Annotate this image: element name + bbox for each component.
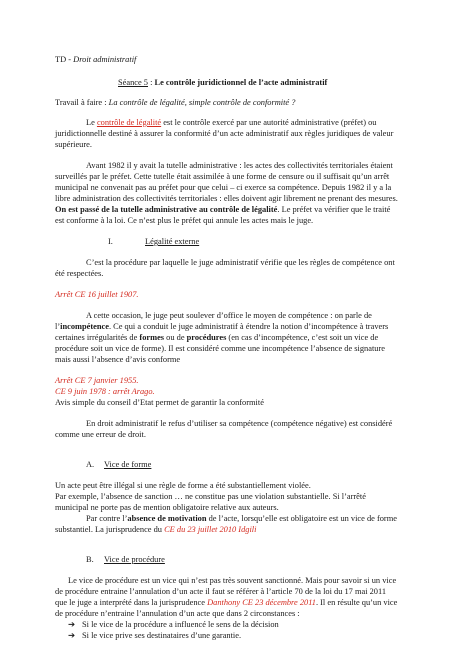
absence-motivation-term: absence de motivation <box>127 514 207 523</box>
bullet-1-text: Si le vice de la procédure a influencé le sens de la décision <box>82 620 279 629</box>
section-1-title: Légalité externe <box>145 237 200 246</box>
ce-idgili-ref: CE du 23 juillet 2010 Idgili <box>164 525 257 534</box>
s1-text: (en cas d’incompétence, c’est soit un vice de <box>226 333 379 342</box>
p1982-text: . Le préfet va vérifier que le traité <box>277 205 391 214</box>
section-b-number: B. <box>86 555 94 564</box>
intro-text: est le contrôle exercé par une autorité administrative (préfet) ou <box>161 118 377 127</box>
s1-text: l’ <box>55 322 61 331</box>
incompetence-term: incompétence <box>60 322 109 331</box>
section-a-number: A. <box>86 460 95 469</box>
intro-text: Le <box>86 118 97 127</box>
intro-line-2: juridictionnelle destiné à assurer la conformité d’un acte administratif aux règles juridiques de valeur <box>55 129 394 138</box>
avis-simple-line: Avis simple du conseil d’Etat permet de garantir la conformité <box>55 398 264 407</box>
sa-text: substantiel. La jurisprudence du <box>55 525 165 534</box>
title-text: Le contrôle juridictionnel de l’acte administratif <box>154 78 328 87</box>
s1-text: ou de <box>164 333 187 342</box>
formes-term: formes <box>139 333 165 342</box>
sb-line-1: Le vice de procédure est un vice qui n’est pas très souvent sanctionné. Mais pour savoir si un vice <box>68 576 397 585</box>
s1-p2-line-5: mais aussi l’absence d’avis conforme <box>55 355 181 364</box>
p1982-line-5 <box>55 205 390 216</box>
bullet-item-1 <box>68 620 279 631</box>
s1-p1-line-1: C’est la procédure par laquelle le juge administratif vérifie que les règles de compétence ont <box>86 258 395 267</box>
s1-p3-line-1: En droit administratif le refus d’utiliser sa compétence (compétence négative) est considéré <box>86 419 393 428</box>
sb-text: . Il en résulte qu’un vice <box>315 598 398 607</box>
danthony-ref: Danthony CE 23 décembre 2011 <box>207 598 316 607</box>
s1-p2-line-2 <box>55 322 388 333</box>
sa-line-5 <box>55 525 256 536</box>
title-colon: : <box>148 78 155 87</box>
bullet-item-2 <box>68 631 241 642</box>
procedures-term: procédures <box>186 333 227 342</box>
s1-p1-line-2: été respectées. <box>55 269 104 278</box>
bold-statement: On est passé de la tutelle administrative au contrôle de légalité <box>55 205 278 214</box>
arret-arago: CE 9 juin 1978 : arrêt Arago. <box>55 387 155 396</box>
task-line <box>55 98 295 109</box>
sa-text: Par contre l’ <box>86 514 128 523</box>
right-arrow-icon: ➔ <box>68 620 76 629</box>
sa-line-3: municipal ne porte pas de mention obligatoire relative aux auteurs. <box>55 503 279 512</box>
task-label: Travail à faire : <box>55 98 109 107</box>
sa-line-4 <box>86 514 397 525</box>
sb-line-3 <box>55 598 397 609</box>
s1-p2-line-1: A cette occasion, le juge peut soulever d’office le moyen de compétence : on parle de <box>86 311 372 320</box>
arret-1955: Arrêt CE 7 janvier 1955. <box>55 376 139 385</box>
task-text: La contrôle de légalité, simple contrôle de conformité ? <box>108 98 296 107</box>
sa-line-1: Un acte peut être illégal si une règle de forme a été substantiellement violée. <box>55 481 311 490</box>
section-1-number: I. <box>108 237 113 246</box>
intro-line-3: supérieure. <box>55 140 92 149</box>
s1-p3-line-2: comme une erreur de droit. <box>55 430 146 439</box>
td-header <box>55 55 136 66</box>
section-b-title: Vice de procédure <box>104 555 165 564</box>
section-a-title: Vice de forme <box>104 460 152 469</box>
p1982-line-4: libre administration des collectivités territoriales : elles doivent agir librement ne prenant des mesures. <box>55 194 398 203</box>
sb-line-4: de procédure n’entraine l’annulation d’un acte que dans 2 circonstances : <box>55 609 300 618</box>
controle-legalite-term: contrôle de légalité <box>96 118 162 127</box>
p1982-line-6: est conforme à la loi. Ce n’est plus le préfet qui annule les actes mais le juge. <box>55 216 314 225</box>
s1-p2-line-4: procédure soit un vice de forme). Il est considéré comme une incompétence l’absence de signature <box>55 344 385 353</box>
bullet-2-text: Si le vice prive ses destinataires d’une garantie. <box>82 631 242 640</box>
td-subject: Droit administratif <box>73 55 137 64</box>
arret-1907: Arrêt CE 16 juillet 1907. <box>55 290 139 299</box>
page-title <box>118 78 327 89</box>
sa-line-2: Par exemple, l’absence de sanction … ne constitue pas une violation substantielle. Si l’arrêté <box>55 492 366 501</box>
s1-p2-line-3 <box>55 333 378 344</box>
sa-text: de l’acte, lorsqu’elle est obligatoire est un vice de forme <box>206 514 397 523</box>
sb-text: que le juge a interprété dans la jurisprudence <box>55 598 208 607</box>
p1982-line-2: surveillés par le préfet. Cette tutelle était assimilée à une forme de censure ou il suffisait qu’un arrêt <box>55 172 390 181</box>
right-arrow-icon: ➔ <box>68 631 76 640</box>
intro-line-1 <box>86 118 376 129</box>
s1-text: . Ce qui a conduit le juge administratif à étendre la notion d’incompétence à travers <box>108 322 389 331</box>
td-prefix: TD - <box>55 55 74 64</box>
sb-line-2: de procédure entraine l’annulation d’un acte il faut se référer à l’article 70 de la loi du 17 mai 2011 <box>55 587 387 596</box>
p1982-line-1: Avant 1982 il y avait la tutelle administrative : les actes des collectivités territoriales étaient <box>86 161 393 170</box>
p1982-line-3: municipal ne convenait pas au préfet pour que celui – ci exerce sa compétence. Depuis 1982 il y a la <box>55 183 392 192</box>
s1-text: certaines irrégularités de <box>55 333 140 342</box>
seance-label: Séance 5 <box>118 78 148 87</box>
